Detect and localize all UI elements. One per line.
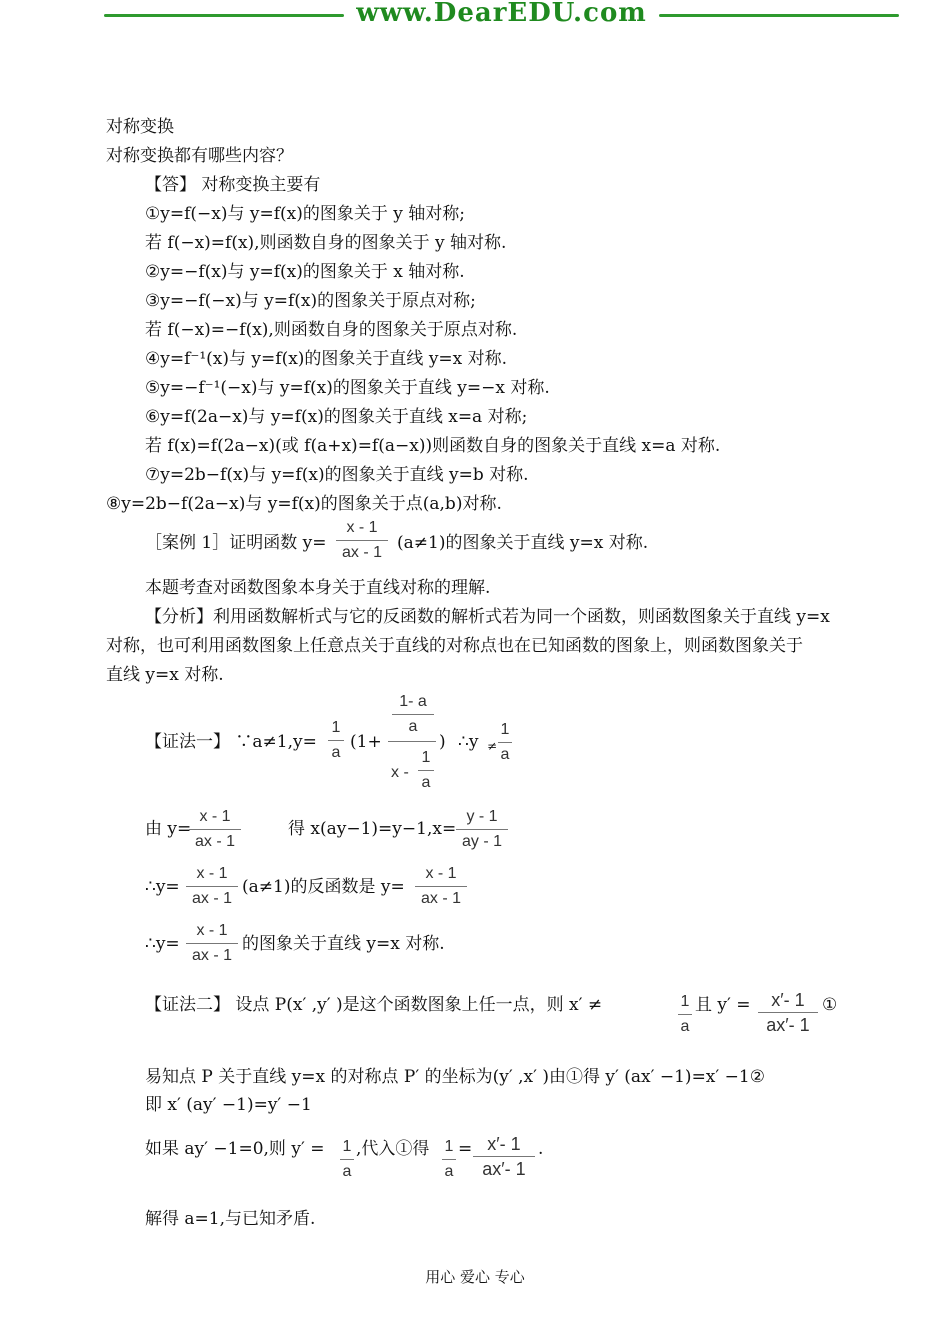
fraction: x - 1 ax - 1	[189, 805, 241, 854]
item: ④y=f⁻¹(x)与 y=f(x)的图象关于直线 y=x 对称.	[145, 349, 508, 369]
fraction: x - 1 ax - 1	[186, 919, 238, 968]
site-logo: www.DearEDU.com	[356, 0, 647, 28]
fraction-bar	[388, 741, 436, 742]
analysis-line: 【分析】利用函数解析式与它的反函数的解析式若为同一个函数，则函数图象关于直线 y=x	[145, 607, 830, 627]
proof2-line: 【证法二】 设点 P(x′ ,y′ )是这个函数图象上任一点，则 x′ ≠	[145, 995, 603, 1015]
fraction: 1 a	[340, 1135, 354, 1184]
fraction: x - 1 ax - 1	[186, 862, 238, 911]
proof2-line: 易知点 P 关于直线 y=x 的对称点 P′ 的坐标为(y′ ,x′ )由①得 y′ (ax′ −1)=x′ −1②	[145, 1067, 765, 1087]
case-suffix: (a≠1)的图象关于直线 y=x 对称.	[397, 533, 649, 553]
item: ⑥y=f(2a−x)与 y=f(x)的图象关于直线 x=a 对称;	[145, 407, 528, 427]
question: 对称变换都有哪些内容？	[106, 146, 293, 166]
denominator: ax - 1	[336, 540, 388, 565]
proof2-line: 即 x′ (ay′ −1)=y′ −1	[145, 1095, 312, 1115]
fraction: x - 1 ax - 1	[415, 862, 467, 911]
fraction: 1 a	[498, 718, 512, 767]
footer-slogan: 用心 爱心 专心	[425, 1268, 525, 1286]
item: ①y=f(−x)与 y=f(x)的图象关于 y 轴对称;	[145, 204, 466, 224]
therefore: ∴y	[458, 732, 479, 752]
fraction: x′- 1 ax′- 1	[758, 988, 818, 1037]
close-paren: )	[439, 732, 446, 752]
item: 若 f(x)=f(2a−x)(或 f(a+x)=f(a−x))则函数自身的图象关于直线 x=a 对称.	[145, 436, 721, 456]
item: ⑦y=2b−f(x)与 y=f(x)的图象关于直线 y=b 对称.	[145, 465, 529, 485]
proof1-label: 【证法一】 ∵a≠1,y=	[145, 732, 317, 752]
case-fraction	[336, 516, 388, 565]
fraction: 1 a	[442, 1135, 456, 1184]
analysis-line: 直线 y=x 对称.	[106, 665, 224, 685]
fraction: 1 a	[418, 746, 434, 795]
doc-title: 对称变换	[106, 117, 174, 137]
open-paren: (1+	[350, 732, 382, 752]
item: 若 f(−x)=f(x),则函数自身的图象关于 y 轴对称.	[145, 233, 507, 253]
fraction: 1 a	[678, 990, 692, 1039]
analysis-line: 对称，也可利用函数图象上任意点关于直线的对称点也在已知函数的图象上，则函数图象关于	[106, 636, 803, 656]
nested-fraction: 1- a a	[392, 690, 434, 739]
purpose: 本题考查对函数图象本身关于直线对称的理解.	[145, 578, 491, 598]
fraction: 1 a	[328, 716, 344, 765]
item: ②y=−f(x)与 y=f(x)的图象关于 x 轴对称.	[145, 262, 465, 282]
item: ③y=−f(−x)与 y=f(x)的图象关于原点对称;	[145, 291, 476, 311]
fraction: y - 1 ay - 1	[456, 805, 508, 854]
numerator: x - 1	[346, 519, 378, 536]
item: ⑤y=−f⁻¹(−x)与 y=f(x)的图象关于直线 y=−x 对称.	[145, 378, 550, 398]
item: ⑧y=2b−f(2a−x)与 y=f(x)的图象关于点(a,b)对称.	[106, 494, 502, 514]
fraction: x′- 1 ax′- 1	[473, 1132, 535, 1181]
proof2-line: 解得 a=1,与已知矛盾.	[145, 1209, 316, 1229]
case-prefix: ［案例 1］证明函数 y=	[145, 533, 327, 553]
header-banner	[104, 0, 899, 30]
proof2-line: 如果 ay′ −1=0,则 y′ =	[145, 1139, 325, 1159]
item: 若 f(−x)=−f(x),则函数自身的图象关于原点对称.	[145, 320, 518, 340]
answer-intro: 【答】 对称变换主要有	[145, 175, 321, 195]
